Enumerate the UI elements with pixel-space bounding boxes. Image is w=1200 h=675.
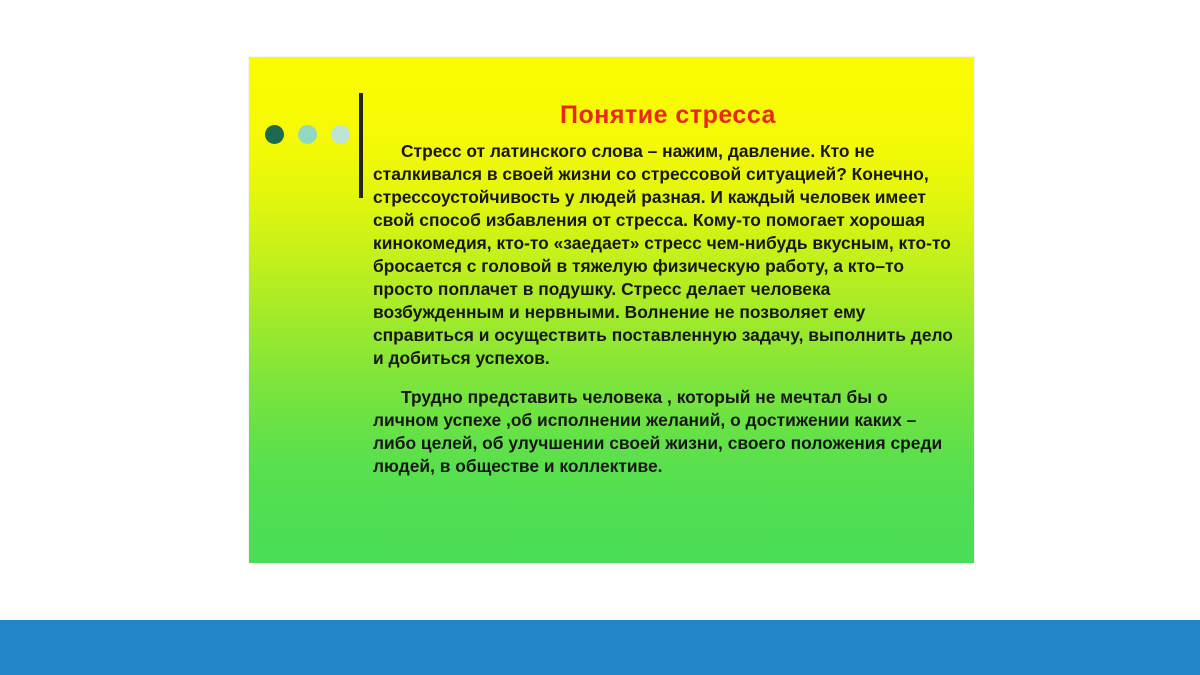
slide-content bbox=[373, 101, 953, 478]
slide-image bbox=[249, 57, 974, 563]
dot-pale-mint-icon bbox=[331, 125, 350, 144]
body-paragraph-2: Трудно представить человека , который не мечтал бы о личном успехе ,об исполнении желаний, о достижении каких –либо целей, об улучшении своей жизни, своего положения среди людей, в обществе и коллективе. bbox=[373, 386, 943, 476]
slide-title: Понятие стресса bbox=[560, 101, 776, 129]
dot-mint-icon bbox=[298, 125, 317, 144]
dot-dark-green-icon bbox=[265, 125, 284, 144]
vertical-rule-divider bbox=[359, 93, 363, 198]
decorative-dots bbox=[265, 125, 361, 145]
body-paragraph-1: Стресс от латинского слова – нажим, давление. Кто не сталкивался в своей жизни со стрессовой ситуацией? Конечно, стрессоустойчивость у людей разная. И каждый человек имеет свой способ избавления от стресса. Кому-то помогает хорошая кинокомедия, кто-то «заедает» стресс чем-нибудь вкусным, кто-то бросается с головой в тяжелую физическую работу, а кто–то просто поплачет в подушку. Стресс делает человека возбужденным и нервными. Волнение не позволяет ему справиться и осуществить поставленную задачу, выполнить дело и добиться успехов. bbox=[373, 141, 953, 368]
bottom-color-band bbox=[0, 620, 1200, 675]
